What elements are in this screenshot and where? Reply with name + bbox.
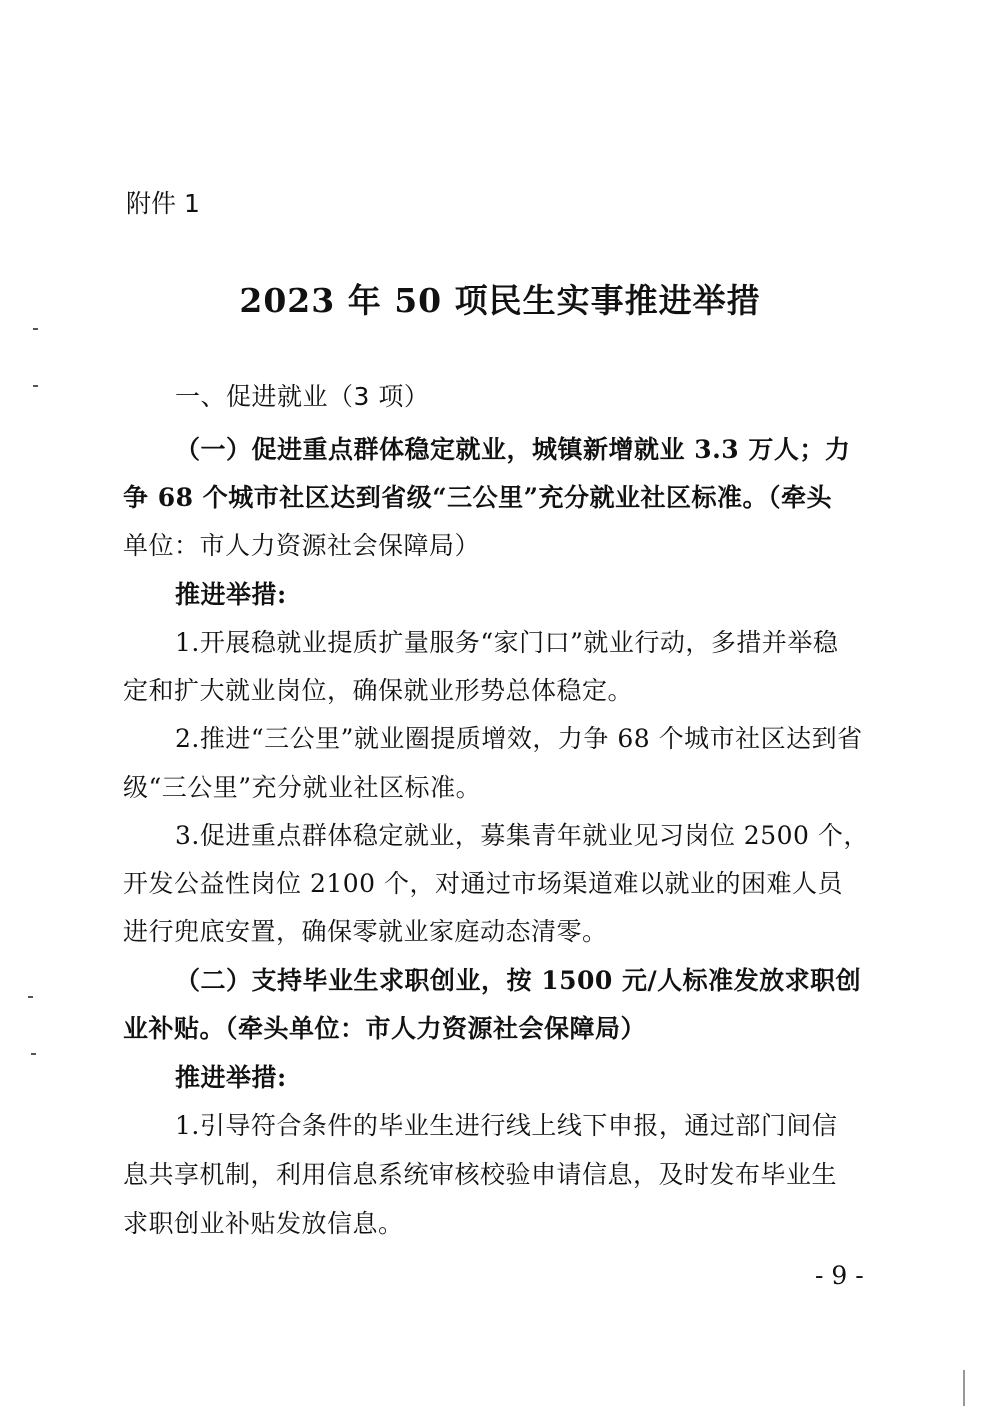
measures-label: 推进举措: [175, 1063, 287, 1092]
measure-line: 3.促进重点群体稳定就业，募集青年就业见习岗位 2500 个， [175, 821, 869, 850]
page-number: - 9 - [815, 1261, 864, 1290]
measure-line: 定和扩大就业岗位，确保就业形势总体稳定。 [123, 676, 634, 705]
measure-line: 2.推进“三公里”就业圈提质增效，力争 68 个城市社区达到省 [175, 724, 863, 753]
scan-mark [31, 1053, 36, 1055]
measure-line: 1.开展稳就业提质扩量服务“家门口”就业行动，多措并举稳 [175, 628, 839, 657]
measure-line: 1.引导符合条件的毕业生进行线上线下申报，通过部门间信 [175, 1111, 838, 1140]
scan-mark [33, 328, 38, 330]
measures-label: 推进举措: [175, 580, 287, 609]
measure-line: 开发公益性岗位 2100 个，对通过市场渠道难以就业的困难人员 [123, 869, 844, 898]
measure-line: 进行兜底安置，确保零就业家庭动态清零。 [123, 917, 608, 946]
section-heading: 一、促进就业（3 项） [175, 382, 430, 411]
scan-mark [963, 1370, 965, 1406]
scan-mark [33, 385, 38, 387]
item-heading-line: （一）促进重点群体稳定就业，城镇新增就业 3.3 万人；力 [175, 435, 851, 464]
measure-line: 息共享机制，利用信息系统审核校验申请信息，及时发布毕业生 [123, 1160, 838, 1189]
document-title: 2023 年 50 项民生实事推进举措 [239, 281, 761, 320]
measure-line: 级“三公里”充分就业社区标准。 [123, 773, 482, 802]
attachment-label: 附件 1 [126, 189, 200, 218]
measure-line: 求职创业补贴发放信息。 [123, 1209, 404, 1238]
item-heading-line: 单位：市人力资源社会保障局） [123, 531, 481, 560]
item-heading-line: （二）支持毕业生求职创业，按 1500 元/人标准发放求职创 [175, 966, 862, 995]
item-heading-line: 业补贴。（牵头单位：市人力资源社会保障局） [123, 1014, 647, 1043]
scan-mark [28, 996, 33, 998]
item-heading-line: 争 68 个城市社区达到省级“三公里”充分就业社区标准。（牵头 [123, 483, 832, 512]
